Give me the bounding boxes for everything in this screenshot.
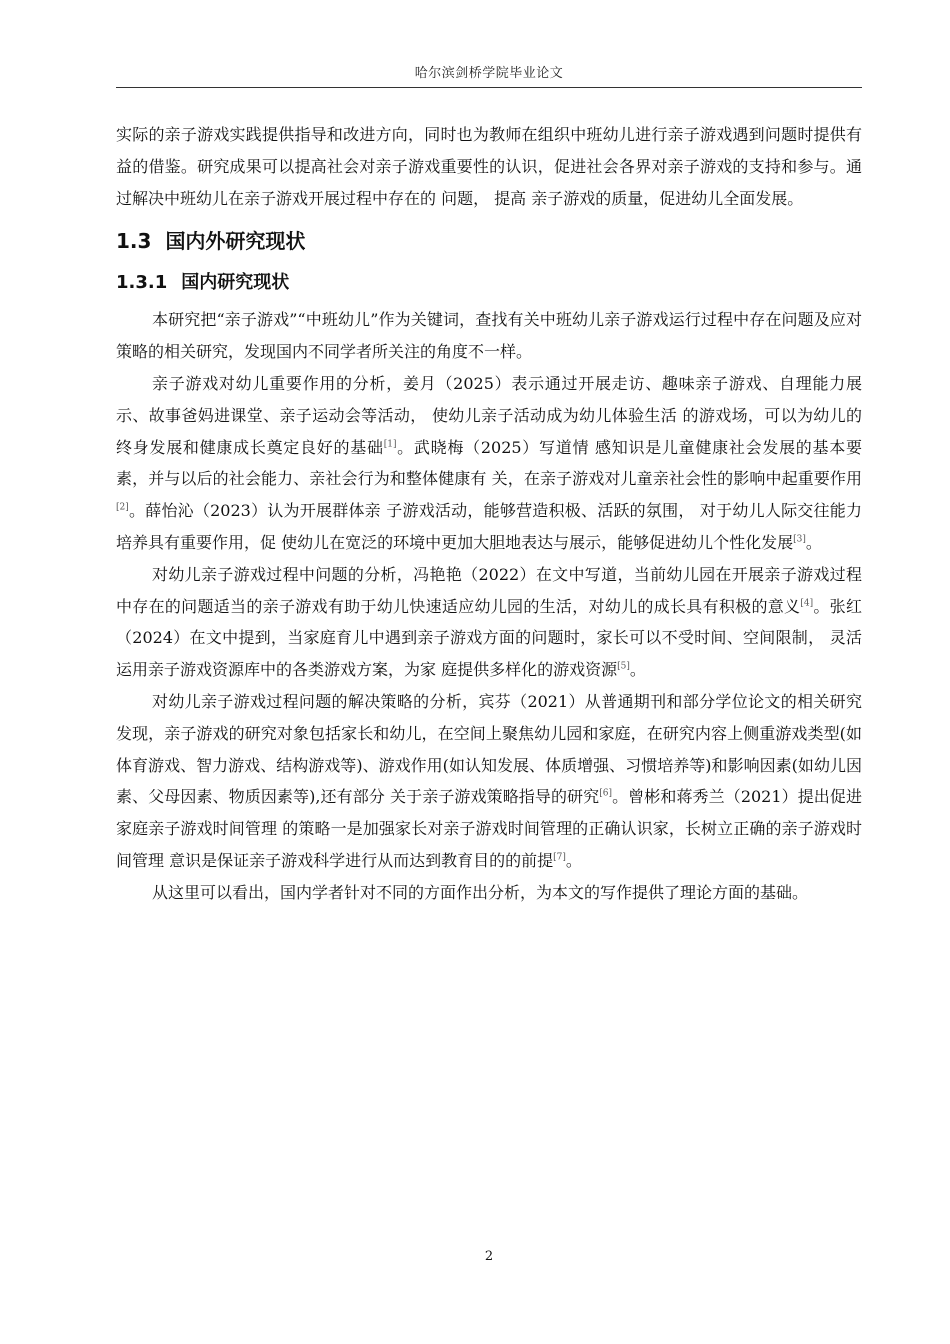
section-number: 1.3: [116, 229, 152, 254]
subsection-title: 国内研究现状: [181, 272, 290, 294]
citation-ref[interactable]: [2]: [116, 502, 129, 513]
paragraph-text: 。薛怡沁（2023）认为开展群体亲 子游戏活动，能够营造积极、活跃的氛围， 对于幼儿人际交往能力培养具有重要作用，促 使幼儿在宽泛的环境中更加大胆地表达与展示，能够促进幼儿个性化发展: [116, 501, 862, 552]
paragraph-text: 。武晓梅（2025）写道情 感知识是儿童健康社会发展的基本要素，并与以后的社会能力、亲社会行为和整体健康有 关，在亲子游戏对儿童亲社会性的影响中起重要作用: [116, 437, 862, 489]
citation-ref[interactable]: [4]: [800, 598, 814, 609]
paragraph-intro: 本研究把“亲子游戏”“中班幼儿”作为关键词，查找有关中班幼儿亲子游戏运行过程中存在问题及应对策略的相关研究，发现国内不同学者所关注的角度不一样。: [116, 310, 862, 362]
paragraph-text: 。曾彬和蒋秀兰（2021）提出促进家庭亲子游戏时间管理 的策略一是加强家长对亲子游戏时间管理的正确认识家，长树立正确的亲子游戏时间管理 意识是保证亲子游戏科学进行从而达到教育目的的前提: [116, 787, 862, 870]
citation-ref[interactable]: [5]: [617, 661, 630, 672]
paragraph-text: 亲子游戏对幼儿重要作用的分析，姜月（2025）表示通过开展走访、趣味亲子游戏、自理能力展示、故事爸妈进课堂、亲子运动会等活动， 使幼儿亲子活动成为幼儿体验生活 的游戏场，可以为幼儿的终身发展和健康成长奠定良好的基础: [116, 373, 862, 457]
page-body: [116, 119, 862, 909]
section-title: 国内外研究现状: [165, 229, 306, 254]
paragraph-text: 对幼儿亲子游戏过程中问题的分析，冯艳艳（2022）在文中写道，当前幼儿园在开展亲子游戏过程中存在的问题适当的亲子游戏有助于幼儿快速适应幼儿园的生活，对幼儿的成长具有积极的意义: [116, 564, 862, 616]
paragraph-strategies: [116, 686, 862, 877]
page-number: 2: [484, 1249, 494, 1264]
citation-ref[interactable]: [1]: [383, 439, 397, 450]
paragraph-text: 。: [565, 850, 582, 870]
citation-ref[interactable]: [7]: [553, 852, 566, 863]
paragraph-text: 。: [629, 660, 646, 680]
paragraph-continued: 实际的亲子游戏实践提供指导和改进方向，同时也为教师在组织中班幼儿进行亲子游戏遇到问题时提供有益的借鉴。研究成果可以提高社会对亲子游戏重要性的认识，促进社会各界对亲子游戏的支持和参与。通过解决中班幼儿在亲子游戏开展过程中存在的 问题， 提高 亲子游戏的质量，促进幼儿全面发展。: [116, 125, 862, 208]
paragraph-summary: 从这里可以看出，国内学者针对不同的方面作出分析，为本文的写作提供了理论方面的基础。: [152, 882, 809, 902]
subsection-heading-1-3-1: [116, 266, 862, 300]
citation-ref[interactable]: [3]: [793, 534, 806, 545]
citation-ref[interactable]: [6]: [599, 789, 612, 800]
header-divider: [116, 87, 862, 88]
paragraph-text: 。张红（2024）在文中提到，当家庭育儿中遇到亲子游戏方面的问题时，家长可以不受时间、空间限制， 灵活运用亲子游戏资源库中的各类游戏方案，为家 庭提供多样化的游戏资源: [116, 596, 862, 680]
paragraph-text: 对幼儿亲子游戏过程问题的解决策略的分析，宾芬（2021）从普通期刊和部分学位论文的相关研究发现，亲子游戏的研究对象包括家长和幼儿，在空间上聚焦幼儿园和家庭，在研究内容上侧重游戏类型(如体育游戏、智力游戏、结构游戏等)、游戏作用(如认知发展、体质增强、习惯培养等)和影响因素(如幼儿因素、父母因素、物质因素等),还有部分 关于亲子游戏策略指导的研究: [116, 691, 862, 807]
section-heading-1-3: [116, 224, 862, 258]
paragraph-text: 。: [805, 532, 822, 552]
paragraph-problems: [116, 559, 862, 686]
running-header: 哈尔滨剑桥学院毕业论文: [414, 66, 564, 81]
subsection-number: 1.3.1: [116, 272, 168, 294]
paragraph-importance: [116, 368, 862, 559]
